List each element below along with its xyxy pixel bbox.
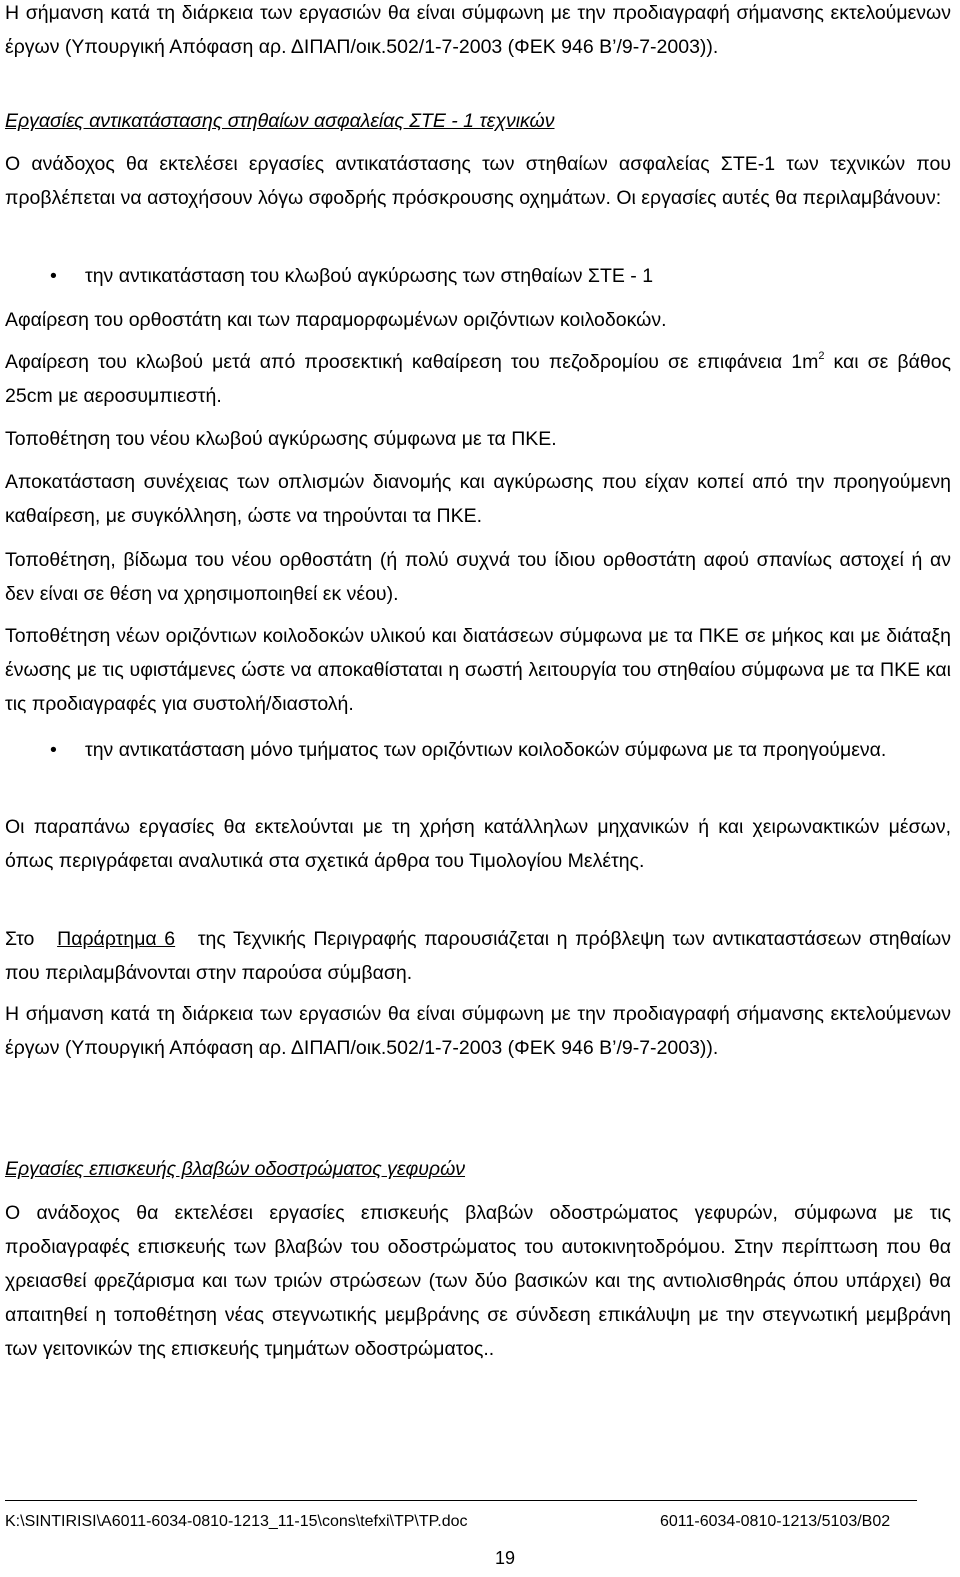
signage-paragraph-2: Η σήμανση κατά τη διάρκεια των εργασιών θα είναι σύμφωνη με την προδιαγραφή σήμανσης εκτελούμενων έργων (Υπουργική Απόφαση αρ. ΔΙΠΑΠ/οικ.502/1-7-2003 (ΦΕΚ 946 Β’/9-7-2003)). — [5, 1003, 951, 1059]
new-cage-paragraph: Τοποθέτηση του νέου κλωβού αγκύρωσης σύμφωνα με τα ΠΚΕ. — [5, 428, 557, 450]
list-item-text: την αντικατάσταση του κλωβού αγκύρωσης των στηθαίων ΣΤΕ - 1 — [85, 265, 654, 287]
removal-cage-text: Αφαίρεση του κλωβού μετά από προσεκτική καθαίρεση του πεζοδρομίου σε επιφάνεια 1m — [5, 351, 819, 373]
annex-reference-paragraph — [5, 922, 951, 990]
post-installation-paragraph: Τοποθέτηση, βίδωμα του νέου ορθοστάτη (ή πολύ συχνά του ίδιου ορθοστάτη αφού σπανίως αστοχεί ή αν δεν είναι σε θέση να χρησιμοποιηθεί εκ νέου). — [5, 549, 951, 605]
list-item-text: την αντικατάσταση μόνο τμήματος των οριζόντιων κοιλοδοκών σύμφωνα με τα προηγούμενα. — [85, 739, 887, 761]
annex-prefix: Στο — [5, 928, 35, 950]
annex-6-link[interactable]: Παράρτημα 6 — [57, 928, 176, 950]
removal-post-paragraph: Αφαίρεση του ορθοστάτη και των παραμορφωμένων οριζόντιων κοιλοδοκών. — [5, 309, 667, 331]
superscript: 2 — [818, 349, 825, 362]
beams-installation-paragraph: Τοποθέτηση νέων οριζόντιων κοιλοδοκών υλικού και διατάσεων σύμφωνα με τα ΠΚΕ σε μήκος και με διάταξη ένωσης με τις υφιστάμενες ώστε να αποκαθίσταται η σωστή λειτουργία του στηθαίου σύμφωνα με τα ΠΚΕ και τις προδιαγραφές για συστολή/διαστολή. — [5, 625, 951, 715]
reinforcement-paragraph: Αποκατάσταση συνέχειας των οπλισμών διανομής και αγκύρωσης που είχαν κοπεί από την προηγούμενη καθαίρεση, με συγκόλληση, ώστε να τηρούνται τα ΠΚΕ. — [5, 471, 951, 527]
annex-suffix: της Τεχνικής Περιγραφής παρουσιάζεται η πρόβλεψη των αντικαταστάσεων στηθαίων που περιλαμβάνονται στην παρούσα σύμβαση. — [5, 928, 951, 984]
section-heading-barrier-replacement: Εργασίες αντικατάστασης στηθαίων ασφαλείας ΣΤΕ - 1 τεχνικών — [5, 110, 555, 132]
deck-repair-paragraph: Ο ανάδοχος θα εκτελέσει εργασίες επισκευής βλαβών οδοστρώματος γεφυρών, σύμφωνα με τις προδιαγραφές επισκευής των βλαβών του οδοστρώματος του αυτοκινητοδρόμου. Στην περίπτωση που θα χρειασθεί φρεζάρισμα και των τριών στρώσεων (των δύο βασικών και της αντιολισθηράς όπου υπάρχει) θα απαιτηθεί η τοποθέτηση νέας στεγνωτικής μεμβράνης σε σύνδεση επικάλυψη με την στεγνωτική μεμβράνη των γειτονικών της επισκευής τμημάτων οδοστρώματος.. — [5, 1202, 951, 1360]
contractor-paragraph-barriers: Ο ανάδοχος θα εκτελέσει εργασίες αντικατάστασης των στηθαίων ασφαλείας ΣΤΕ-1 των τεχνικών που προβλέπεται να αστοχήσουν λόγω σφοδρής πρόσκρουσης οχημάτων. Οι εργασίες αυτές θα περιλαμβάνουν: — [5, 153, 951, 209]
footer-divider — [5, 1500, 917, 1501]
bullet-icon: • — [50, 265, 57, 287]
page-number: 19 — [494, 1548, 516, 1568]
footer-document-code: 6011-6034-0810-1213/5103/B02 — [660, 1513, 891, 1530]
footer-file-path: K:\SINTIRISI\A6011-6034-0810-1213_11-15\cons\tefxi\TP\TP.doc — [5, 1513, 468, 1530]
bullet-icon: • — [50, 739, 57, 761]
removal-cage-paragraph — [5, 345, 951, 413]
removal-cage-tail: και σε βάθος 25cm με αεροσυμπιεστή. — [5, 351, 951, 407]
section-heading-deck-repair: Εργασίες επισκευής βλαβών οδοστρώματος γεφυρών — [5, 1158, 466, 1180]
signage-paragraph-1: Η σήμανση κατά τη διάρκεια των εργασιών θα είναι σύμφωνη με την προδιαγραφή σήμανσης εκτελούμενων έργων (Υπουργική Απόφαση αρ. ΔΙΠΑΠ/οικ.502/1-7-2003 (ΦΕΚ 946 Β’/9-7-2003)). — [5, 2, 951, 58]
execution-means-paragraph: Οι παραπάνω εργασίες θα εκτελούνται με τη χρήση κατάλληλων μηχανικών ή και χειρωνακτικών μέσων, όπως περιγράφεται αναλυτικά στα σχετικά άρθρα του Τιμολογίου Μελέτης. — [5, 816, 951, 872]
